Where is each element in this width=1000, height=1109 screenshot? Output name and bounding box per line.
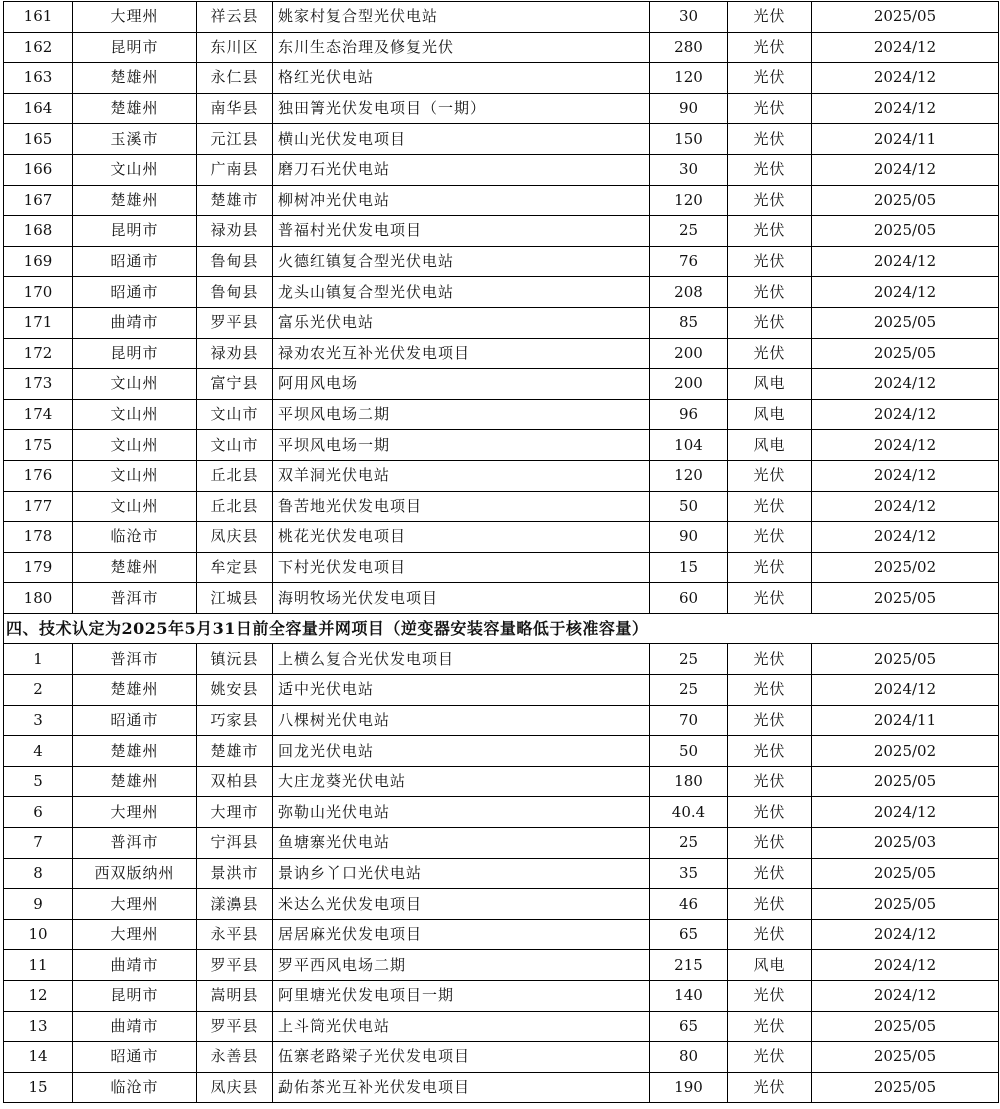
capacity-cell: 40.4 — [650, 797, 728, 828]
city-cell: 玉溪市 — [73, 124, 197, 155]
project-name-cell: 东川生态治理及修复光伏 — [273, 32, 650, 63]
capacity-cell: 120 — [650, 63, 728, 94]
type-cell: 光伏 — [728, 307, 812, 338]
city-cell: 楚雄州 — [73, 93, 197, 124]
table-row — [4, 32, 999, 63]
row-number: 177 — [4, 491, 73, 522]
city-cell: 文山州 — [73, 369, 197, 400]
capacity-cell: 180 — [650, 766, 728, 797]
county-cell: 禄劝县 — [197, 216, 273, 247]
capacity-cell: 25 — [650, 644, 728, 675]
capacity-cell: 104 — [650, 430, 728, 461]
capacity-cell: 120 — [650, 460, 728, 491]
type-cell: 光伏 — [728, 216, 812, 247]
date-cell: 2024/12 — [812, 919, 999, 950]
date-cell: 2025/05 — [812, 1042, 999, 1073]
table-row — [4, 1011, 999, 1042]
row-number: 168 — [4, 216, 73, 247]
type-cell: 光伏 — [728, 460, 812, 491]
project-name-cell: 富乐光伏电站 — [273, 307, 650, 338]
capacity-cell: 150 — [650, 124, 728, 155]
county-cell: 罗平县 — [197, 1011, 273, 1042]
city-cell: 楚雄州 — [73, 185, 197, 216]
row-number: 10 — [4, 919, 73, 950]
table-row — [4, 950, 999, 981]
project-name-cell: 景讷乡丫口光伏电站 — [273, 858, 650, 889]
table-row — [4, 491, 999, 522]
project-name-cell: 勐佑茶光互补光伏发电项目 — [273, 1072, 650, 1103]
type-cell: 光伏 — [728, 522, 812, 553]
row-number: 176 — [4, 460, 73, 491]
row-number: 180 — [4, 583, 73, 614]
date-cell: 2024/11 — [812, 705, 999, 736]
type-cell: 风电 — [728, 399, 812, 430]
city-cell: 文山州 — [73, 399, 197, 430]
type-cell: 光伏 — [728, 2, 812, 33]
date-cell: 2025/05 — [812, 2, 999, 33]
county-cell: 江城县 — [197, 583, 273, 614]
city-cell: 普洱市 — [73, 644, 197, 675]
city-cell: 大理州 — [73, 2, 197, 33]
row-number: 14 — [4, 1042, 73, 1073]
type-cell: 光伏 — [728, 583, 812, 614]
table-row — [4, 919, 999, 950]
project-name-cell: 伍寨老路梁子光伏发电项目 — [273, 1042, 650, 1073]
table-row — [4, 124, 999, 155]
date-cell: 2025/05 — [812, 889, 999, 920]
date-cell: 2025/05 — [812, 858, 999, 889]
county-cell: 东川区 — [197, 32, 273, 63]
city-cell: 楚雄州 — [73, 675, 197, 706]
county-cell: 丘北县 — [197, 491, 273, 522]
city-cell: 曲靖市 — [73, 950, 197, 981]
city-cell: 大理州 — [73, 797, 197, 828]
project-name-cell: 格红光伏电站 — [273, 63, 650, 94]
project-name-cell: 阿里塘光伏发电项目一期 — [273, 981, 650, 1012]
capacity-cell: 90 — [650, 93, 728, 124]
project-name-cell: 双羊洞光伏电站 — [273, 460, 650, 491]
city-cell: 西双版纳州 — [73, 858, 197, 889]
type-cell: 光伏 — [728, 277, 812, 308]
capacity-cell: 50 — [650, 736, 728, 767]
table-row — [4, 705, 999, 736]
row-number: 162 — [4, 32, 73, 63]
table-row — [4, 1072, 999, 1103]
date-cell: 2024/12 — [812, 277, 999, 308]
row-number: 13 — [4, 1011, 73, 1042]
table-row — [4, 93, 999, 124]
county-cell: 广南县 — [197, 154, 273, 185]
table-row — [4, 858, 999, 889]
date-cell: 2025/05 — [812, 644, 999, 675]
county-cell: 宁洱县 — [197, 828, 273, 859]
project-name-cell: 海明牧场光伏发电项目 — [273, 583, 650, 614]
capacity-cell: 30 — [650, 2, 728, 33]
row-number: 161 — [4, 2, 73, 33]
date-cell: 2025/05 — [812, 338, 999, 369]
type-cell: 光伏 — [728, 858, 812, 889]
county-cell: 永善县 — [197, 1042, 273, 1073]
capacity-cell: 200 — [650, 338, 728, 369]
row-number: 164 — [4, 93, 73, 124]
county-cell: 景洪市 — [197, 858, 273, 889]
table-row — [4, 889, 999, 920]
type-cell: 光伏 — [728, 246, 812, 277]
county-cell: 永平县 — [197, 919, 273, 950]
capacity-cell: 208 — [650, 277, 728, 308]
capacity-cell: 60 — [650, 583, 728, 614]
date-cell: 2024/12 — [812, 460, 999, 491]
table-row — [4, 644, 999, 675]
county-cell: 鲁甸县 — [197, 246, 273, 277]
city-cell: 昭通市 — [73, 277, 197, 308]
project-name-cell: 适中光伏电站 — [273, 675, 650, 706]
project-name-cell: 桃花光伏发电项目 — [273, 522, 650, 553]
date-cell: 2025/05 — [812, 185, 999, 216]
row-number: 178 — [4, 522, 73, 553]
date-cell: 2025/05 — [812, 216, 999, 247]
project-name-cell: 罗平西风电场二期 — [273, 950, 650, 981]
table-row — [4, 766, 999, 797]
type-cell: 光伏 — [728, 981, 812, 1012]
city-cell: 昭通市 — [73, 705, 197, 736]
type-cell: 光伏 — [728, 552, 812, 583]
capacity-cell: 120 — [650, 185, 728, 216]
city-cell: 昆明市 — [73, 32, 197, 63]
city-cell: 昆明市 — [73, 216, 197, 247]
table-row — [4, 430, 999, 461]
county-cell: 文山市 — [197, 430, 273, 461]
section-header-row — [4, 613, 999, 644]
table-row — [4, 828, 999, 859]
row-number: 165 — [4, 124, 73, 155]
county-cell: 富宁县 — [197, 369, 273, 400]
county-cell: 镇沅县 — [197, 644, 273, 675]
row-number: 2 — [4, 675, 73, 706]
table-section-b — [4, 644, 999, 1103]
county-cell: 祥云县 — [197, 2, 273, 33]
table-row — [4, 2, 999, 33]
row-number: 6 — [4, 797, 73, 828]
table-row — [4, 338, 999, 369]
city-cell: 楚雄州 — [73, 766, 197, 797]
capacity-cell: 25 — [650, 675, 728, 706]
section-title: 四、技术认定为2025年5月31日前全容量并网项目（逆变器安装容量略低于核准容量） — [4, 613, 999, 644]
date-cell: 2024/11 — [812, 124, 999, 155]
row-number: 8 — [4, 858, 73, 889]
row-number: 7 — [4, 828, 73, 859]
row-number: 5 — [4, 766, 73, 797]
county-cell: 鲁甸县 — [197, 277, 273, 308]
city-cell: 临沧市 — [73, 522, 197, 553]
capacity-cell: 96 — [650, 399, 728, 430]
project-name-cell: 平坝风电场二期 — [273, 399, 650, 430]
county-cell: 大理市 — [197, 797, 273, 828]
capacity-cell: 70 — [650, 705, 728, 736]
city-cell: 文山州 — [73, 460, 197, 491]
row-number: 173 — [4, 369, 73, 400]
capacity-cell: 35 — [650, 858, 728, 889]
table-row — [4, 277, 999, 308]
capacity-cell: 76 — [650, 246, 728, 277]
county-cell: 罗平县 — [197, 950, 273, 981]
row-number: 174 — [4, 399, 73, 430]
row-number: 3 — [4, 705, 73, 736]
table-row — [4, 736, 999, 767]
type-cell: 光伏 — [728, 185, 812, 216]
county-cell: 姚安县 — [197, 675, 273, 706]
table-row — [4, 369, 999, 400]
row-number: 15 — [4, 1072, 73, 1103]
county-cell: 文山市 — [197, 399, 273, 430]
date-cell: 2025/05 — [812, 1072, 999, 1103]
county-cell: 凤庆县 — [197, 522, 273, 553]
capacity-cell: 65 — [650, 1011, 728, 1042]
type-cell: 光伏 — [728, 491, 812, 522]
capacity-cell: 280 — [650, 32, 728, 63]
city-cell: 昆明市 — [73, 338, 197, 369]
project-name-cell: 大庄龙葵光伏电站 — [273, 766, 650, 797]
type-cell: 光伏 — [728, 736, 812, 767]
table-row — [4, 460, 999, 491]
project-name-cell: 普福村光伏发电项目 — [273, 216, 650, 247]
type-cell: 光伏 — [728, 1011, 812, 1042]
project-name-cell: 鱼塘寨光伏电站 — [273, 828, 650, 859]
type-cell: 光伏 — [728, 154, 812, 185]
city-cell: 临沧市 — [73, 1072, 197, 1103]
city-cell: 大理州 — [73, 919, 197, 950]
county-cell: 罗平县 — [197, 307, 273, 338]
county-cell: 巧家县 — [197, 705, 273, 736]
project-name-cell: 下村光伏发电项目 — [273, 552, 650, 583]
city-cell: 普洱市 — [73, 583, 197, 614]
city-cell: 楚雄州 — [73, 552, 197, 583]
row-number: 169 — [4, 246, 73, 277]
type-cell: 光伏 — [728, 705, 812, 736]
date-cell: 2025/05 — [812, 1011, 999, 1042]
type-cell: 风电 — [728, 950, 812, 981]
project-name-cell: 姚家村复合型光伏电站 — [273, 2, 650, 33]
city-cell: 昭通市 — [73, 1042, 197, 1073]
row-number: 172 — [4, 338, 73, 369]
table-row — [4, 1042, 999, 1073]
date-cell: 2024/12 — [812, 491, 999, 522]
date-cell: 2025/02 — [812, 736, 999, 767]
type-cell: 风电 — [728, 369, 812, 400]
date-cell: 2024/12 — [812, 32, 999, 63]
row-number: 1 — [4, 644, 73, 675]
capacity-cell: 200 — [650, 369, 728, 400]
table-row — [4, 981, 999, 1012]
county-cell: 牟定县 — [197, 552, 273, 583]
capacity-cell: 15 — [650, 552, 728, 583]
table-row — [4, 307, 999, 338]
row-number: 4 — [4, 736, 73, 767]
date-cell: 2024/12 — [812, 369, 999, 400]
row-number: 9 — [4, 889, 73, 920]
capacity-cell: 46 — [650, 889, 728, 920]
table-row — [4, 63, 999, 94]
table-row — [4, 154, 999, 185]
row-number: 171 — [4, 307, 73, 338]
capacity-cell: 80 — [650, 1042, 728, 1073]
county-cell: 漾濞县 — [197, 889, 273, 920]
type-cell: 光伏 — [728, 919, 812, 950]
table-row — [4, 552, 999, 583]
section-header-group — [4, 613, 999, 644]
type-cell: 光伏 — [728, 124, 812, 155]
date-cell: 2024/12 — [812, 981, 999, 1012]
county-cell: 嵩明县 — [197, 981, 273, 1012]
type-cell: 光伏 — [728, 766, 812, 797]
type-cell: 光伏 — [728, 32, 812, 63]
county-cell: 楚雄市 — [197, 736, 273, 767]
type-cell: 风电 — [728, 430, 812, 461]
capacity-cell: 190 — [650, 1072, 728, 1103]
capacity-cell: 25 — [650, 828, 728, 859]
city-cell: 文山州 — [73, 430, 197, 461]
table-row — [4, 583, 999, 614]
county-cell: 永仁县 — [197, 63, 273, 94]
row-number: 170 — [4, 277, 73, 308]
table-row — [4, 246, 999, 277]
date-cell: 2024/12 — [812, 246, 999, 277]
type-cell: 光伏 — [728, 338, 812, 369]
project-name-cell: 平坝风电场一期 — [273, 430, 650, 461]
table-row — [4, 522, 999, 553]
city-cell: 昆明市 — [73, 981, 197, 1012]
date-cell: 2024/12 — [812, 154, 999, 185]
capacity-cell: 140 — [650, 981, 728, 1012]
capacity-cell: 215 — [650, 950, 728, 981]
city-cell: 昭通市 — [73, 246, 197, 277]
project-name-cell: 柳树冲光伏电站 — [273, 185, 650, 216]
type-cell: 光伏 — [728, 1072, 812, 1103]
date-cell: 2024/12 — [812, 430, 999, 461]
date-cell: 2025/05 — [812, 766, 999, 797]
date-cell: 2024/12 — [812, 399, 999, 430]
county-cell: 凤庆县 — [197, 1072, 273, 1103]
date-cell: 2024/12 — [812, 93, 999, 124]
capacity-cell: 90 — [650, 522, 728, 553]
project-name-cell: 鲁苦地光伏发电项目 — [273, 491, 650, 522]
city-cell: 楚雄州 — [73, 63, 197, 94]
project-name-cell: 龙头山镇复合型光伏电站 — [273, 277, 650, 308]
city-cell: 曲靖市 — [73, 1011, 197, 1042]
capacity-cell: 25 — [650, 216, 728, 247]
type-cell: 光伏 — [728, 828, 812, 859]
project-name-cell: 上横么复合光伏发电项目 — [273, 644, 650, 675]
city-cell: 文山州 — [73, 154, 197, 185]
date-cell: 2024/12 — [812, 797, 999, 828]
county-cell: 双柏县 — [197, 766, 273, 797]
city-cell: 楚雄州 — [73, 736, 197, 767]
table-row — [4, 399, 999, 430]
project-name-cell: 磨刀石光伏电站 — [273, 154, 650, 185]
type-cell: 光伏 — [728, 889, 812, 920]
type-cell: 光伏 — [728, 644, 812, 675]
type-cell: 光伏 — [728, 675, 812, 706]
table-row — [4, 797, 999, 828]
city-cell: 文山州 — [73, 491, 197, 522]
county-cell: 楚雄市 — [197, 185, 273, 216]
date-cell: 2024/12 — [812, 63, 999, 94]
city-cell: 曲靖市 — [73, 307, 197, 338]
date-cell: 2024/12 — [812, 675, 999, 706]
table-row — [4, 185, 999, 216]
row-number: 167 — [4, 185, 73, 216]
table-section-a — [4, 2, 999, 614]
capacity-cell: 50 — [650, 491, 728, 522]
project-name-cell: 八棵树光伏电站 — [273, 705, 650, 736]
project-name-cell: 米达么光伏发电项目 — [273, 889, 650, 920]
project-name-cell: 独田箐光伏发电项目（一期） — [273, 93, 650, 124]
row-number: 12 — [4, 981, 73, 1012]
county-cell: 元江县 — [197, 124, 273, 155]
project-name-cell: 弥勒山光伏电站 — [273, 797, 650, 828]
date-cell: 2025/05 — [812, 307, 999, 338]
date-cell: 2025/03 — [812, 828, 999, 859]
type-cell: 光伏 — [728, 63, 812, 94]
project-name-cell: 回龙光伏电站 — [273, 736, 650, 767]
project-name-cell: 横山光伏发电项目 — [273, 124, 650, 155]
city-cell: 普洱市 — [73, 828, 197, 859]
county-cell: 禄劝县 — [197, 338, 273, 369]
project-name-cell: 阿用风电场 — [273, 369, 650, 400]
date-cell: 2025/05 — [812, 583, 999, 614]
row-number: 179 — [4, 552, 73, 583]
row-number: 163 — [4, 63, 73, 94]
row-number: 175 — [4, 430, 73, 461]
date-cell: 2024/12 — [812, 950, 999, 981]
row-number: 166 — [4, 154, 73, 185]
project-name-cell: 上斗筒光伏电站 — [273, 1011, 650, 1042]
type-cell: 光伏 — [728, 797, 812, 828]
row-number: 11 — [4, 950, 73, 981]
date-cell: 2025/02 — [812, 552, 999, 583]
date-cell: 2024/12 — [812, 522, 999, 553]
county-cell: 南华县 — [197, 93, 273, 124]
project-name-cell: 火德红镇复合型光伏电站 — [273, 246, 650, 277]
table-row — [4, 216, 999, 247]
project-table — [3, 1, 999, 1103]
type-cell: 光伏 — [728, 1042, 812, 1073]
project-name-cell: 禄劝农光互补光伏发电项目 — [273, 338, 650, 369]
capacity-cell: 85 — [650, 307, 728, 338]
capacity-cell: 30 — [650, 154, 728, 185]
capacity-cell: 65 — [650, 919, 728, 950]
type-cell: 光伏 — [728, 93, 812, 124]
city-cell: 大理州 — [73, 889, 197, 920]
county-cell: 丘北县 — [197, 460, 273, 491]
project-name-cell: 居居麻光伏发电项目 — [273, 919, 650, 950]
table-row — [4, 675, 999, 706]
